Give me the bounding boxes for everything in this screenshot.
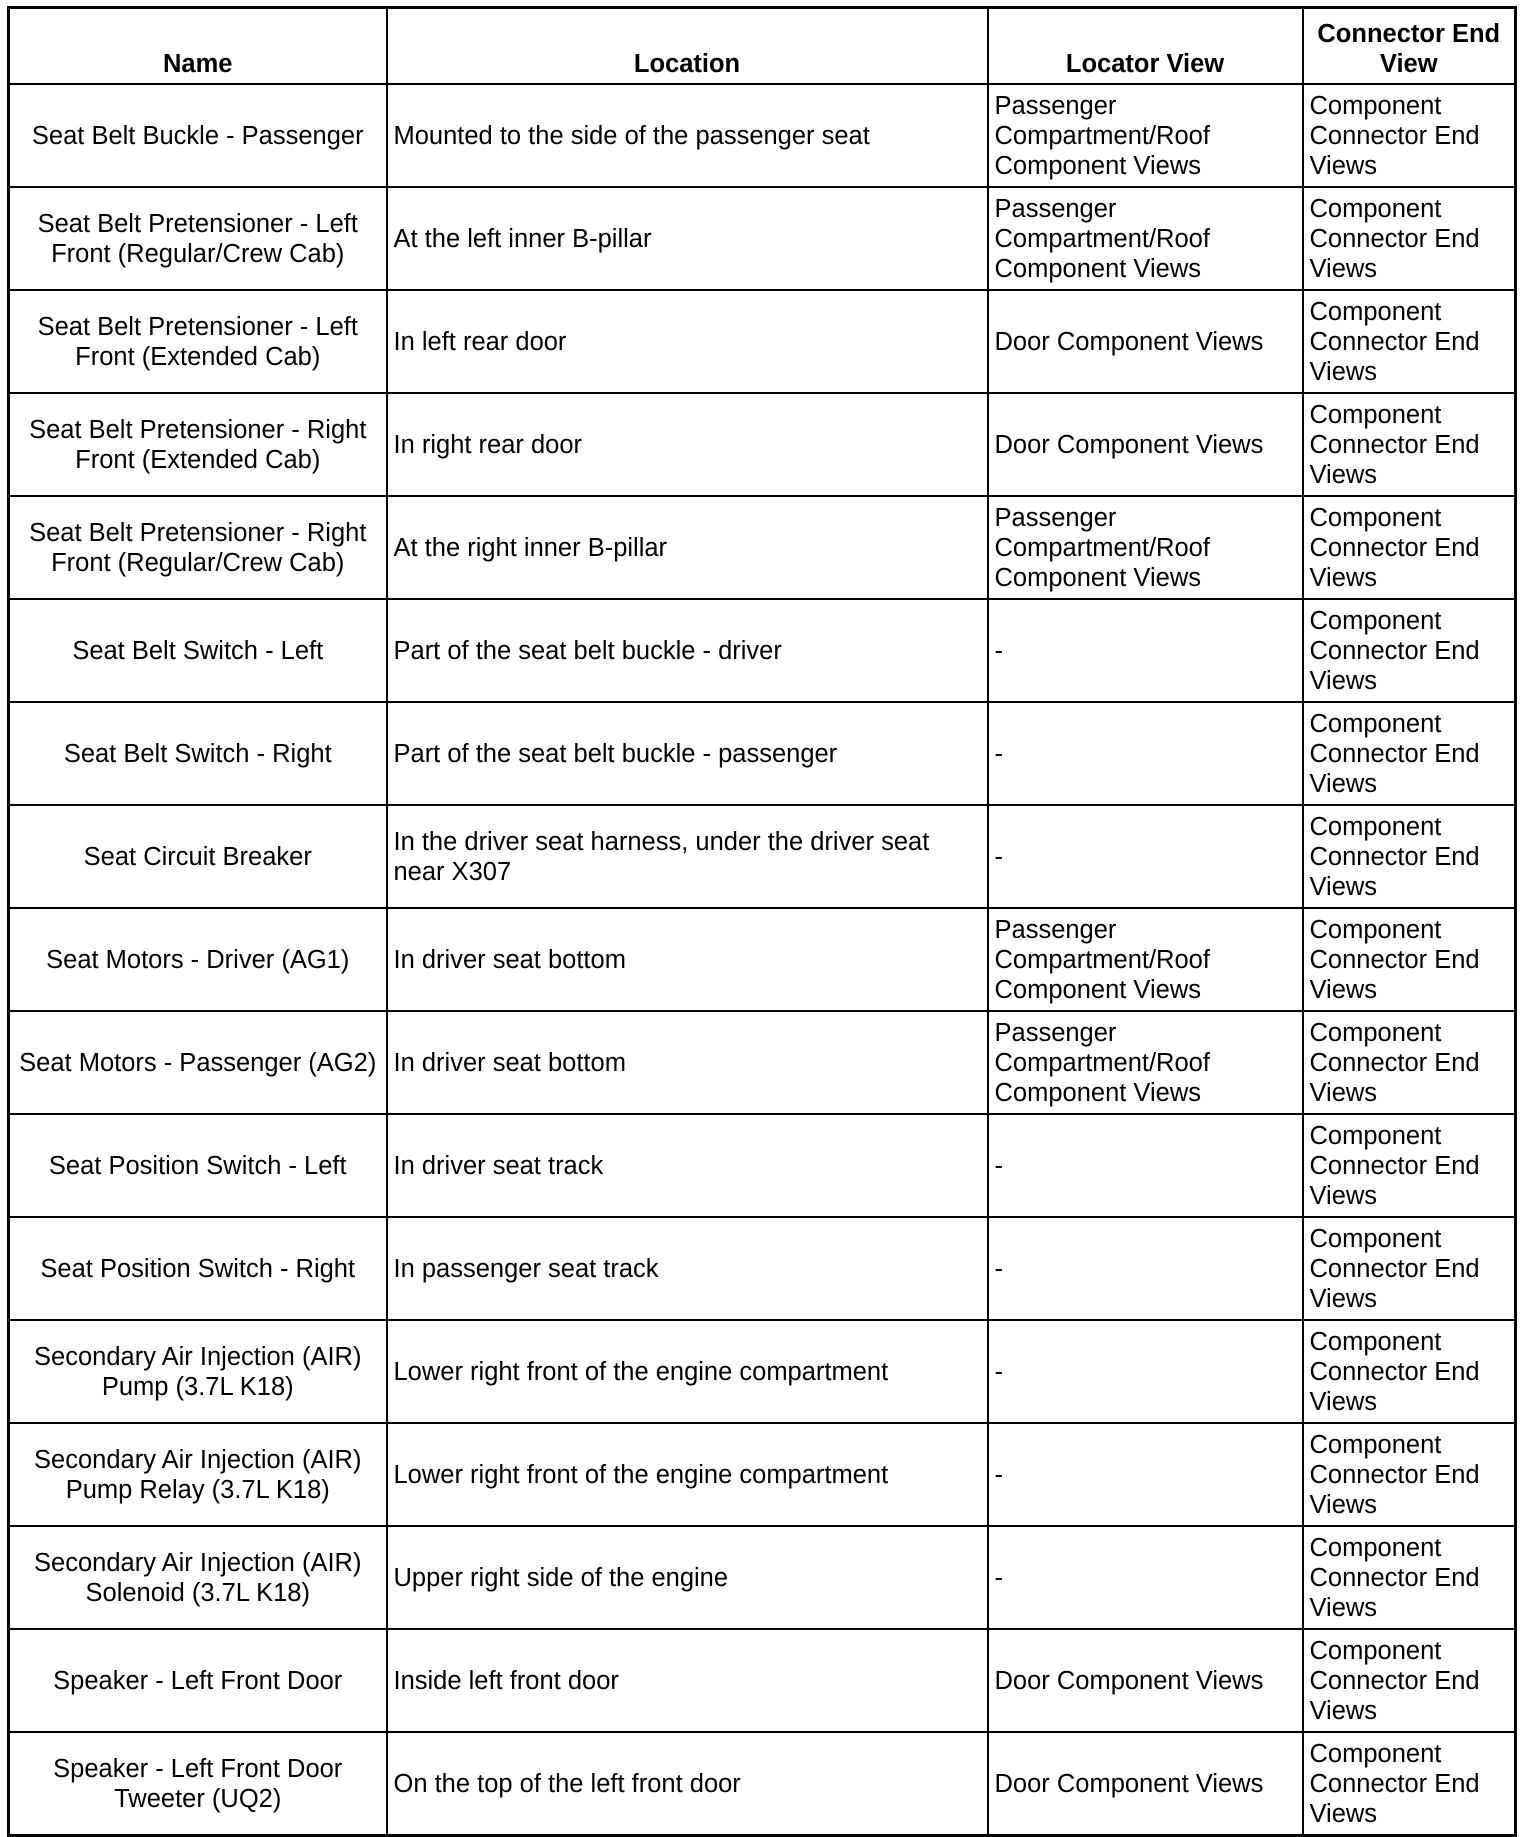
cell-locator-view: -	[988, 1320, 1303, 1423]
component-locator-table	[7, 6, 1517, 1837]
cell-connector-end-view: Component Connector End Views	[1303, 496, 1516, 599]
cell-name: Seat Circuit Breaker	[9, 805, 387, 908]
table-row	[9, 1526, 1516, 1629]
cell-name: Seat Belt Buckle - Passenger	[9, 84, 387, 187]
cell-location: At the left inner B-pillar	[387, 187, 988, 290]
cell-connector-end-view: Component Connector End Views	[1303, 1217, 1516, 1320]
table-row	[9, 1732, 1516, 1836]
cell-location: Inside left front door	[387, 1629, 988, 1732]
cell-locator-view: Passenger Compartment/Roof Component Views	[988, 84, 1303, 187]
cell-locator-view: Door Component Views	[988, 290, 1303, 393]
header-row	[9, 8, 1516, 85]
cell-name: Speaker - Left Front Door Tweeter (UQ2)	[9, 1732, 387, 1836]
cell-location: In the driver seat harness, under the driver seat near X307	[387, 805, 988, 908]
cell-connector-end-view: Component Connector End Views	[1303, 1732, 1516, 1836]
table-row	[9, 1011, 1516, 1114]
table-row	[9, 393, 1516, 496]
cell-locator-view: -	[988, 1114, 1303, 1217]
cell-location: In right rear door	[387, 393, 988, 496]
cell-connector-end-view: Component Connector End Views	[1303, 805, 1516, 908]
cell-name: Seat Motors - Driver (AG1)	[9, 908, 387, 1011]
cell-connector-end-view: Component Connector End Views	[1303, 290, 1516, 393]
cell-locator-view: Door Component Views	[988, 1629, 1303, 1732]
cell-name: Secondary Air Injection (AIR) Pump Relay (3.7L K18)	[9, 1423, 387, 1526]
table-row	[9, 1114, 1516, 1217]
header-name: Name	[9, 8, 387, 85]
cell-location: In driver seat bottom	[387, 1011, 988, 1114]
table-row	[9, 1217, 1516, 1320]
cell-connector-end-view: Component Connector End Views	[1303, 908, 1516, 1011]
cell-connector-end-view: Component Connector End Views	[1303, 1423, 1516, 1526]
cell-connector-end-view: Component Connector End Views	[1303, 702, 1516, 805]
cell-location: In driver seat track	[387, 1114, 988, 1217]
table-row	[9, 702, 1516, 805]
cell-location: On the top of the left front door	[387, 1732, 988, 1836]
cell-connector-end-view: Component Connector End Views	[1303, 1526, 1516, 1629]
cell-locator-view: Passenger Compartment/Roof Component Views	[988, 187, 1303, 290]
cell-locator-view: -	[988, 599, 1303, 702]
cell-name: Seat Belt Switch - Right	[9, 702, 387, 805]
cell-name: Seat Position Switch - Left	[9, 1114, 387, 1217]
table-row	[9, 496, 1516, 599]
header-location: Location	[387, 8, 988, 85]
cell-locator-view: Passenger Compartment/Roof Component Views	[988, 908, 1303, 1011]
cell-name: Seat Belt Pretensioner - Right Front (Regular/Crew Cab)	[9, 496, 387, 599]
table-row	[9, 84, 1516, 187]
cell-locator-view: Door Component Views	[988, 1732, 1303, 1836]
cell-locator-view: -	[988, 805, 1303, 908]
cell-name: Secondary Air Injection (AIR) Solenoid (3.7L K18)	[9, 1526, 387, 1629]
cell-locator-view: -	[988, 702, 1303, 805]
cell-location: Lower right front of the engine compartment	[387, 1423, 988, 1526]
cell-location: In driver seat bottom	[387, 908, 988, 1011]
cell-connector-end-view: Component Connector End Views	[1303, 393, 1516, 496]
cell-location: At the right inner B-pillar	[387, 496, 988, 599]
cell-connector-end-view: Component Connector End Views	[1303, 599, 1516, 702]
table-row	[9, 187, 1516, 290]
table-row	[9, 908, 1516, 1011]
cell-name: Seat Belt Pretensioner - Left Front (Extended Cab)	[9, 290, 387, 393]
table-header	[9, 8, 1516, 85]
cell-name: Seat Belt Pretensioner - Left Front (Regular/Crew Cab)	[9, 187, 387, 290]
cell-locator-view: -	[988, 1526, 1303, 1629]
table-row	[9, 599, 1516, 702]
table-row	[9, 805, 1516, 908]
header-connector-end-view: Connector End View	[1303, 8, 1516, 85]
table-row	[9, 1423, 1516, 1526]
cell-name: Seat Motors - Passenger (AG2)	[9, 1011, 387, 1114]
cell-connector-end-view: Component Connector End Views	[1303, 1629, 1516, 1732]
cell-locator-view: -	[988, 1217, 1303, 1320]
cell-locator-view: Passenger Compartment/Roof Component Views	[988, 496, 1303, 599]
cell-connector-end-view: Component Connector End Views	[1303, 1011, 1516, 1114]
cell-connector-end-view: Component Connector End Views	[1303, 187, 1516, 290]
cell-name: Secondary Air Injection (AIR) Pump (3.7L K18)	[9, 1320, 387, 1423]
cell-locator-view: Door Component Views	[988, 393, 1303, 496]
cell-location: Part of the seat belt buckle - passenger	[387, 702, 988, 805]
table-body	[9, 84, 1516, 1836]
cell-connector-end-view: Component Connector End Views	[1303, 1320, 1516, 1423]
cell-connector-end-view: Component Connector End Views	[1303, 84, 1516, 187]
header-locator-view: Locator View	[988, 8, 1303, 85]
cell-location: Part of the seat belt buckle - driver	[387, 599, 988, 702]
cell-name: Seat Position Switch - Right	[9, 1217, 387, 1320]
cell-location: In passenger seat track	[387, 1217, 988, 1320]
table-row	[9, 1320, 1516, 1423]
cell-name: Seat Belt Switch - Left	[9, 599, 387, 702]
cell-locator-view: Passenger Compartment/Roof Component Views	[988, 1011, 1303, 1114]
table-row	[9, 1629, 1516, 1732]
cell-name: Seat Belt Pretensioner - Right Front (Extended Cab)	[9, 393, 387, 496]
cell-location: Mounted to the side of the passenger seat	[387, 84, 988, 187]
cell-locator-view: -	[988, 1423, 1303, 1526]
cell-connector-end-view: Component Connector End Views	[1303, 1114, 1516, 1217]
cell-location: Upper right side of the engine	[387, 1526, 988, 1629]
cell-name: Speaker - Left Front Door	[9, 1629, 387, 1732]
cell-location: In left rear door	[387, 290, 988, 393]
table-row	[9, 290, 1516, 393]
cell-location: Lower right front of the engine compartment	[387, 1320, 988, 1423]
